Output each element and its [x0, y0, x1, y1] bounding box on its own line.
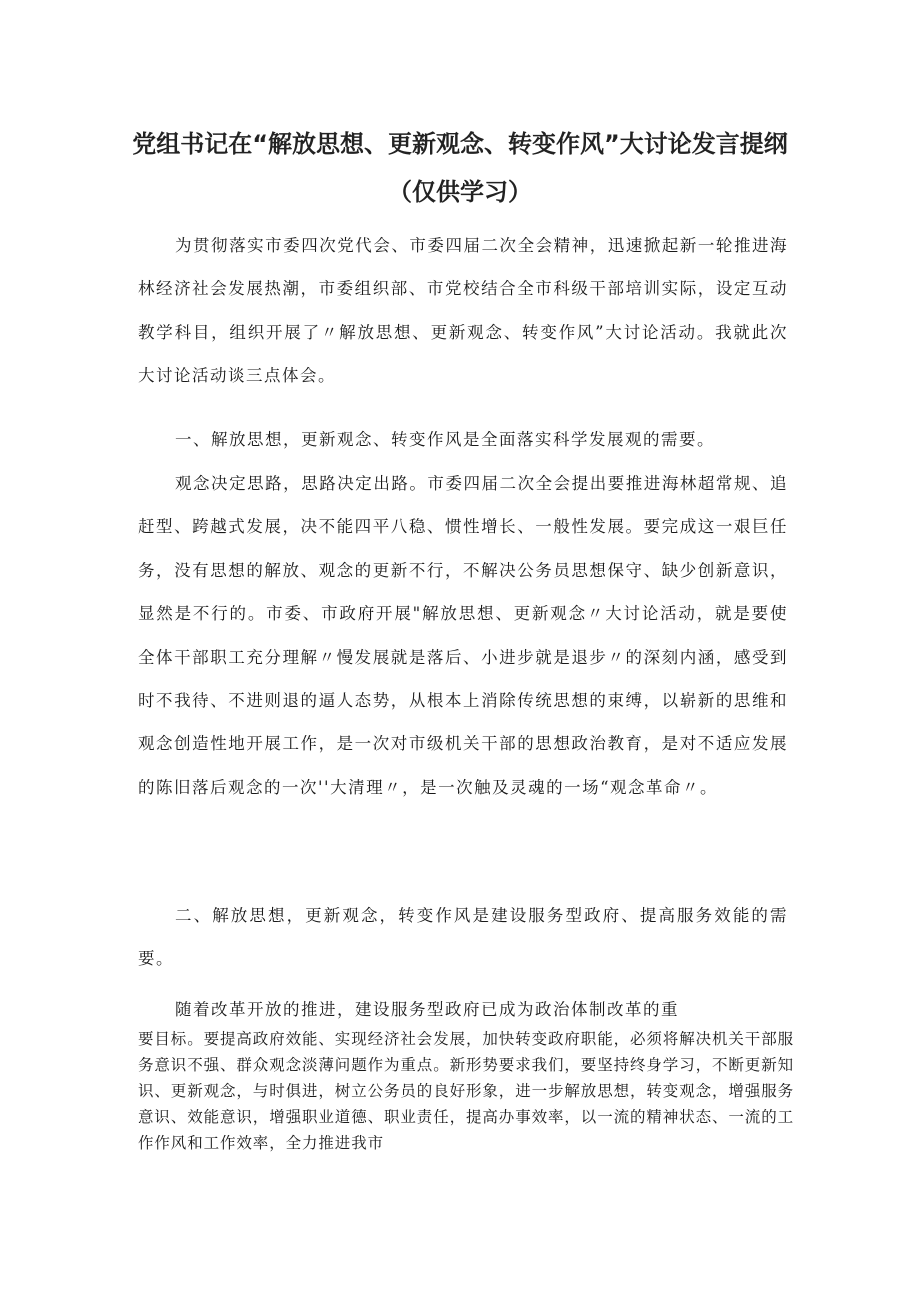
section-heading-1: 一、解放思想，更新观念、转变作风是全面落实科学发展观的需要。: [175, 430, 715, 449]
paragraph-section-1: 观念决定思路，思路决定出路。市委四届二次全会提出要推进海林超常规、追赶型、跨越式发展，决不能四平八稳、惯性增长、一般性发展。要完成这一艰巨任务，没有思想的解放、观念的更新不行，不解决公务员思想保守、缺少创新意识，显然是不行的。市委、市政府开展"解放思想、更新观念〃大讨论活动，就是要使全体干部职工充分理解〃慢发展就是落后、小进步就是退步〃的深刻内涵，感受到时不我待、不进则退的逼人态势，从根本上消除传统思想的束缚，以崭新的思维和观念创造性地开展工作，是一次对市级机关干部的思想政治教育，是对不适应发展的陈旧落后观念的一次''大清理〃，是一次触及灵魂的一场“观念革命〃。: [138, 474, 788, 797]
document-title: 党组书记在“解放思想、更新观念、转变作风”大讨论发言提纲: [132, 130, 788, 158]
paragraph-section-2-continued: 要目标。要提高政府效能、实现经济社会发展，加快转变政府职能，必须将解决机关干部服务意识不强、群众观念淡薄问题作为重点。新形势要求我们，要坚持终身学习，不断更新知识、更新观念，与时俱进，树立公务员的良好形象，进一步解放思想，转变观念，增强服务意识、效能意识，增强职业道德、职业责任，提高办事效率，以一流的精神状态、一流的工作作风和工作效率，全力推进我市: [138, 1030, 795, 1152]
paragraph-section-2-start: 随着改革开放的推进，建设服务型政府已成为政治体制改革的重: [175, 1000, 679, 1019]
document-subtitle: （仅供学习）: [388, 178, 532, 206]
paragraph-intro: 为贯彻落实市委四次党代会、市委四届二次全会精神，迅速掀起新一轮推进海林经济社会发展热潮，市委组织部、市党校结合全市科级干部培训实际，设定互动教学科目，组织开展了〃解放思想、更新观念、转变作风”大讨论活动。我就此次大讨论活动谈三点体会。: [138, 236, 788, 386]
section-heading-2: 二、解放思想，更新观念，转变作风是建设服务型政府、提高服务效能的需要。: [138, 906, 788, 969]
